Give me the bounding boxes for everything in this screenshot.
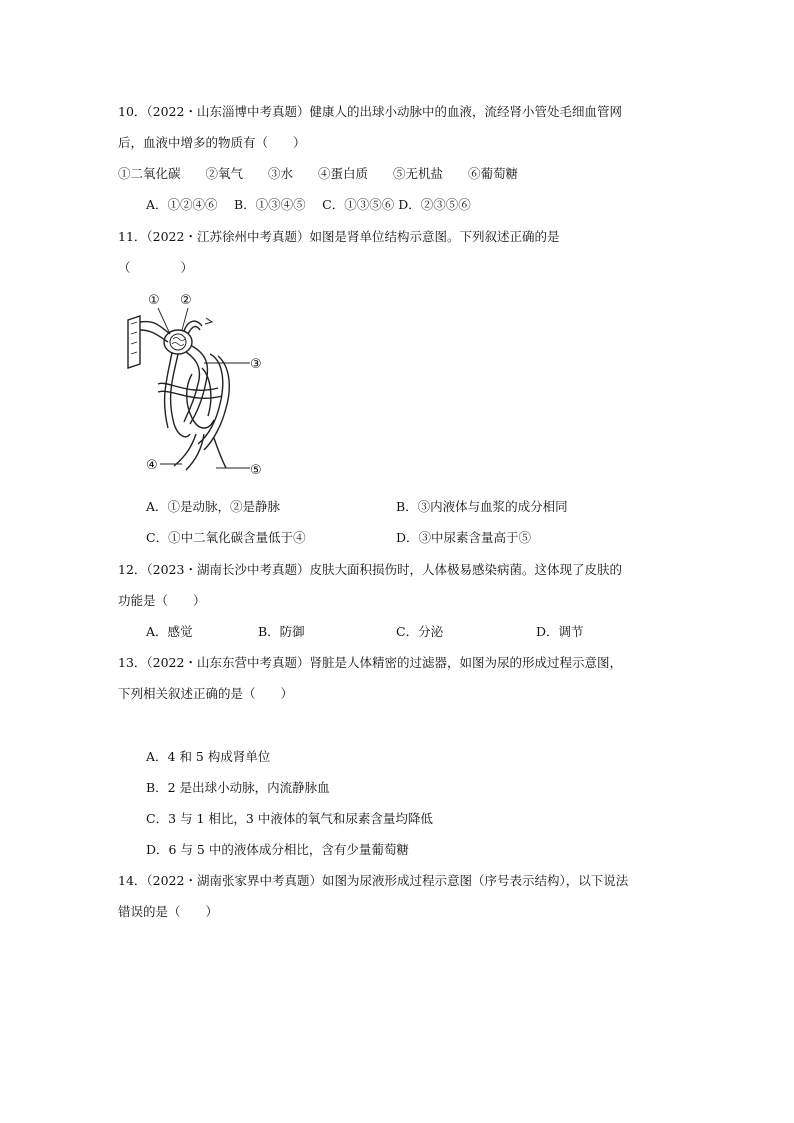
q10-items: ①二氧化碳 ②氧气 ③水 ④蛋白质 ⑤无机盐 ⑥葡萄糖 bbox=[118, 166, 519, 181]
q14-stem-line1: 14．（2022・湖南张家界中考真题）如图为尿液形成过程示意图（序号表示结构），以下说法 bbox=[118, 873, 629, 888]
nephron-figure bbox=[118, 284, 278, 480]
q11-option-b: B．③内液体与血浆的成分相同 bbox=[396, 499, 568, 514]
q12-option-d: D．调节 bbox=[536, 624, 584, 639]
q10-options: A．①②④⑥ B．①③④⑤ C．①③⑤⑥ D．②③⑤⑥ bbox=[146, 197, 471, 212]
figure-label-3: ③ bbox=[250, 357, 262, 372]
q13-stem-line1: 13．（2022・山东东营中考真题）肾脏是人体精密的过滤器，如图为尿的形成过程示意图， bbox=[118, 655, 622, 670]
q11-option-c: C．①中二氧化碳含量低于④ bbox=[146, 530, 306, 545]
q12-option-b: B．防御 bbox=[258, 624, 305, 639]
q12-option-a: A．感觉 bbox=[146, 624, 193, 639]
q11-stem-line2: （ ） bbox=[118, 260, 194, 275]
figure-label-2: ② bbox=[180, 293, 192, 308]
q14-stem-line2: 错误的是（ ） bbox=[118, 904, 219, 919]
q13-option-d: D．6 与 5 中的液体成分相比，含有少量葡萄糖 bbox=[146, 842, 409, 857]
figure-label-1: ① bbox=[148, 293, 160, 308]
q12-option-c: C．分泌 bbox=[396, 624, 444, 639]
figure-label-5: ⑤ bbox=[250, 463, 262, 478]
q11-stem-line1: 11．（2022・江苏徐州中考真题）如图是肾单位结构示意图。下列叙述正确的是 bbox=[118, 229, 560, 244]
q13-option-b: B．2 是出球小动脉，内流静脉血 bbox=[146, 780, 330, 795]
q11-option-a: A．①是动脉，②是静脉 bbox=[146, 499, 281, 514]
q12-stem-line1: 12．（2023・湖南长沙中考真题）皮肤大面积损伤时，人体极易感染病菌。这体现了皮肤的 bbox=[118, 562, 622, 577]
q11-option-d: D．③中尿素含量高于⑤ bbox=[396, 530, 532, 545]
q10-stem-line1: 10．（2022・山东淄博中考真题）健康人的出球小动脉中的血液，流经肾小管处毛细血管网 bbox=[118, 104, 622, 119]
q13-option-a: A．4 和 5 构成肾单位 bbox=[146, 749, 271, 764]
q13-option-c: C．3 与 1 相比，3 中液体的氧气和尿素含量均降低 bbox=[146, 811, 433, 826]
q13-stem-line2: 下列相关叙述正确的是（ ） bbox=[118, 686, 294, 701]
figure-label-4: ④ bbox=[146, 458, 158, 473]
q12-stem-line2: 功能是（ ） bbox=[118, 593, 206, 608]
q10-stem-line2: 后，血液中增多的物质有（ ） bbox=[118, 135, 306, 150]
